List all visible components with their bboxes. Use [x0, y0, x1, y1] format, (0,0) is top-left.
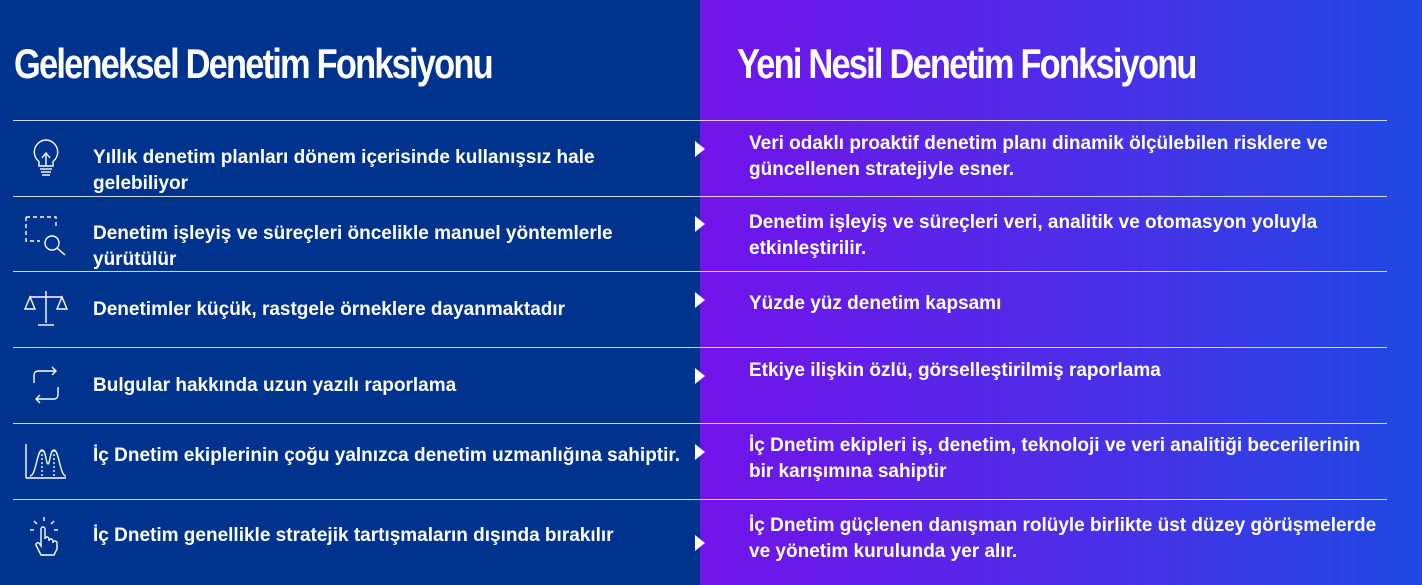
next-gen-item: Veri odaklı proaktif denetim planı dinamik ölçülebilen risklere ve güncellenen stratejiyle esner. [749, 133, 1328, 180]
arrow-icon [695, 292, 705, 308]
traditional-item: Denetim işleyiş ve süreçleri öncelikle manuel yöntemlerle yürütülür [93, 223, 613, 270]
lightbulb-icon [24, 136, 68, 180]
traditional-item: Yıllık denetim planları dönem içerisinde kullanışsız hale gelebiliyor [93, 147, 595, 194]
arrow-icon [695, 141, 705, 157]
traditional-item: İç Dnetim ekiplerinin çoğu yalnızca denetim uzmanlığına sahiptir. [93, 445, 681, 466]
row-divider [13, 499, 1387, 500]
next-gen-item: Etkiye ilişkin özlü, görselleştirilmiş raporlama [749, 360, 1161, 381]
magnifier-icon [24, 213, 68, 257]
next-gen-item: İç Dnetim güçlenen danışman rolüyle birlikte üst düzey görüşmelerde ve yönetim kurulunda yer alır. [749, 515, 1377, 562]
arrow-icon [695, 444, 705, 460]
next-gen-item: İç Dnetim ekipleri iş, denetim, teknoloji ve veri analitiği becerilerinin bir karışımına sahiptir [749, 435, 1361, 482]
traditional-title: Geleneksel Denetim Fonksiyonu [14, 40, 492, 87]
scale-icon [24, 287, 68, 331]
bell-curve-icon [24, 438, 68, 482]
row-divider [13, 120, 1387, 121]
next-gen-title: Yeni Nesil Denetim Fonksiyonu [737, 40, 1196, 87]
traditional-item: Denetimler küçük, rastgele örneklere dayanmaktadır [93, 299, 566, 320]
arrow-icon [695, 216, 705, 232]
row-divider [13, 423, 1387, 424]
refresh-icon [24, 363, 68, 407]
traditional-item: Bulgular hakkında uzun yazılı raporlama [93, 375, 457, 396]
arrow-icon [695, 535, 705, 551]
arrow-icon [695, 368, 705, 384]
traditional-item: İç Dnetim genellikle stratejik tartışmaların dışında bırakılır [93, 525, 614, 546]
next-gen-item: Denetim işleyiş ve süreçleri veri, analitik ve otomasyon yoluyla etkinleştirilir. [749, 212, 1318, 259]
row-divider [13, 347, 1387, 348]
next-gen-item: Yüzde yüz denetim kapsamı [749, 293, 1002, 314]
pointer-hand-icon [24, 515, 68, 559]
